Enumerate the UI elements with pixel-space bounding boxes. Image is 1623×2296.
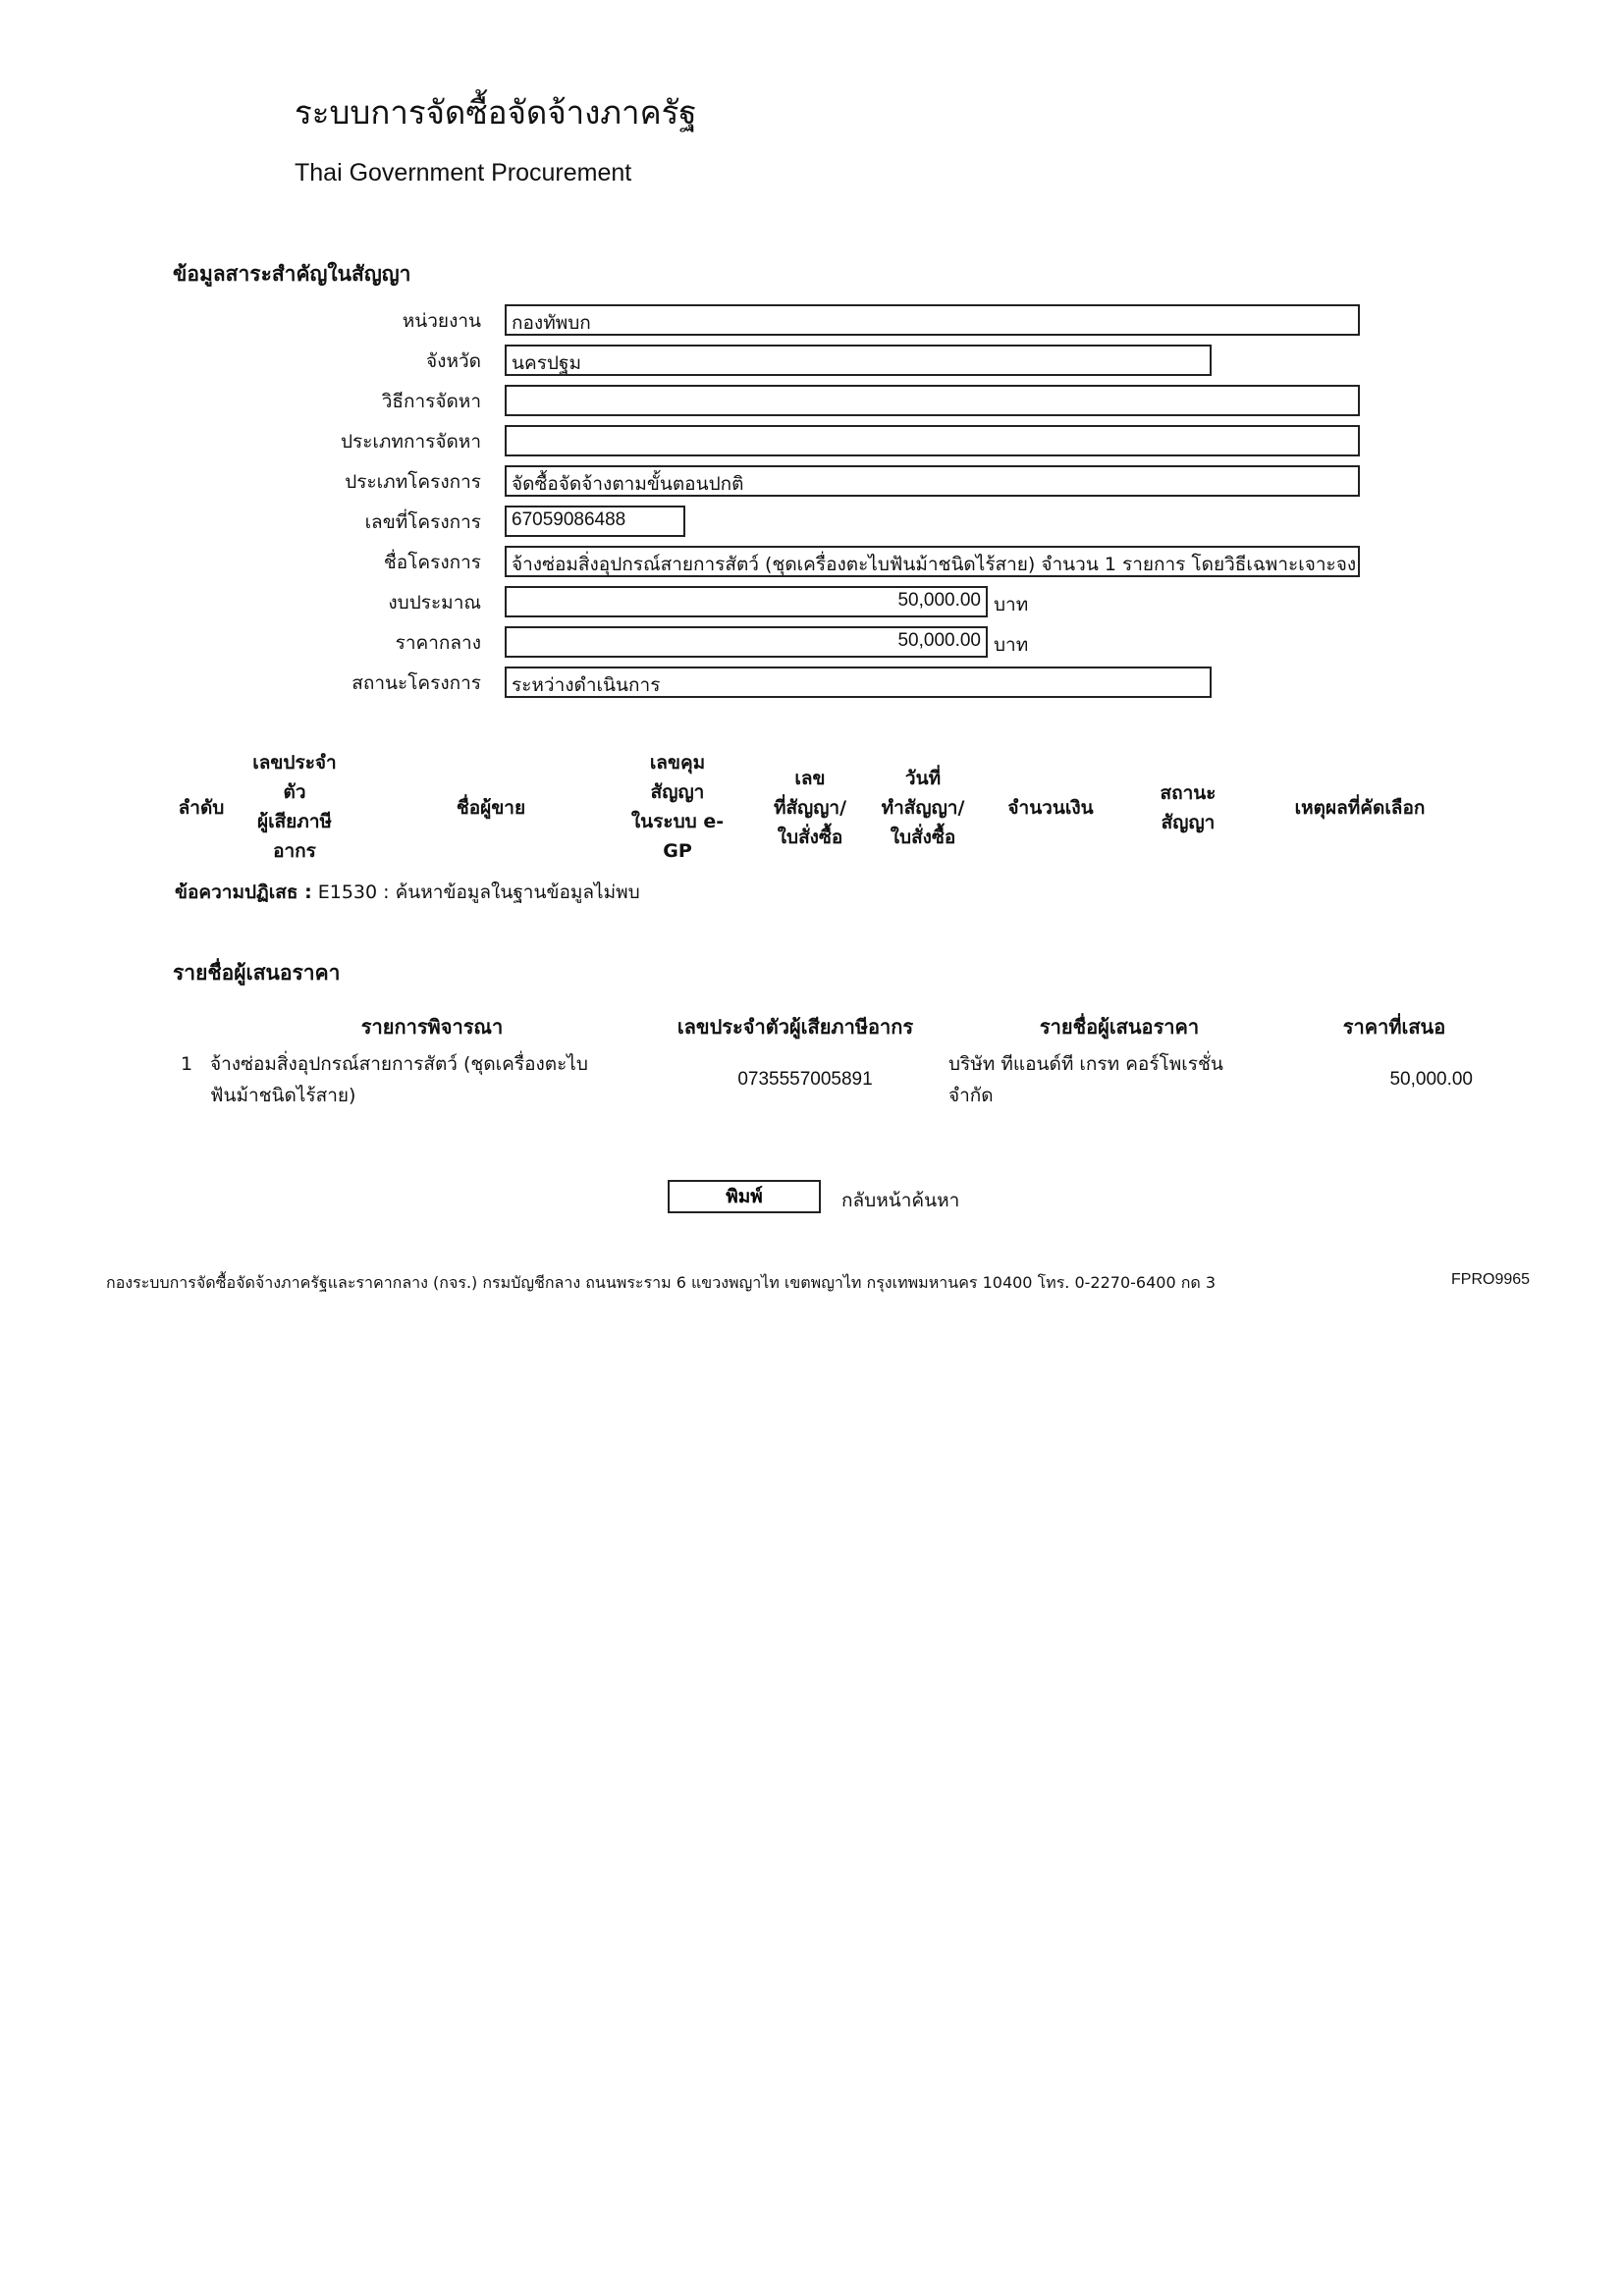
row-item-line2: ฟันม้าชนิดไร้สาย) <box>210 1085 356 1106</box>
th-contract-no: เลข ที่สัญญา/ ใบสั่งซื้อ <box>773 768 847 848</box>
budget-label: งบประมาณ <box>388 592 481 614</box>
budget-field: 50,000.00 <box>505 586 988 617</box>
project-no-field: 67059086488 <box>505 506 685 537</box>
contract-section-title: ข้อมูลสาระสำคัญในสัญญา <box>173 262 411 286</box>
status-field: ระหว่างดำเนินการ <box>505 667 1212 698</box>
agency-label: หน่วยงาน <box>402 310 481 332</box>
bidders-th-item: รายการพิจารณา <box>360 1015 504 1039</box>
bidders-th-tax-id: เลขประจำตัวผู้เสียภาษีอากร <box>676 1015 914 1039</box>
row-item <box>210 1048 622 1111</box>
bidders-th-bidder: รายชื่อผู้เสนอราคา <box>1039 1015 1200 1039</box>
th-tax-id: เลขประจำ ตัว ผู้เสียภาษี อากร <box>252 752 337 862</box>
province-label: จังหวัด <box>426 350 481 372</box>
project-name-label: ชื่อโครงการ <box>383 552 481 573</box>
bidders-section-title: รายชื่อผู้เสนอราคา <box>173 961 341 985</box>
row-number: 1 <box>181 1053 193 1075</box>
denial-message <box>175 878 640 907</box>
agency-field: กองทัพบก <box>505 304 1360 336</box>
project-name-field: จ้างซ่อมสิ่งอุปกรณ์สายการสัตว์ (ชุดเครื่องตะไบฟันม้าชนิดไร้สาย) จำนวน 1 รายการ โดยวิธีเฉพาะเจาะจง <box>505 546 1360 577</box>
row-bidder-line1: บริษัท ทีแอนด์ที เกรท คอร์โพเรชั่น <box>948 1053 1223 1075</box>
th-seq: ลำดับ <box>178 797 225 819</box>
system-title-thai: ระบบการจัดซื้อจัดจ้างภาครัฐ <box>295 93 697 132</box>
project-type-field: จัดซื้อจัดจ้างตามขั้นตอนปกติ <box>505 465 1360 497</box>
row-price: 50,000.00 <box>1389 1069 1473 1090</box>
footer-address: กองระบบการจัดซื้อจัดจ้างภาครัฐและราคากลาง (กจร.) กรมบัญชีกลาง ถนนพระราม 6 แขวงพญาไท เขตพญาไท กรุงเทพมหานคร 10400 โทร. 0-2270-6400 กด 3 <box>106 1273 1217 1292</box>
median-price-unit: บาท <box>994 634 1029 656</box>
th-seller: ชื่อผู้ขาย <box>456 797 526 819</box>
system-title-english: Thai Government Procurement <box>295 159 632 187</box>
procurement-type-field <box>505 425 1360 456</box>
median-price-label: ราคากลาง <box>395 632 481 654</box>
method-field <box>505 385 1360 416</box>
denial-label: ข้อความปฏิเสธ : <box>175 881 312 903</box>
median-price-field: 50,000.00 <box>505 626 988 658</box>
method-label: วิธีการจัดหา <box>381 391 481 412</box>
table-row <box>177 1048 1492 1119</box>
status-label: สถานะโครงการ <box>352 672 481 694</box>
print-button[interactable]: พิมพ์ <box>668 1180 821 1213</box>
row-bidder <box>948 1048 1282 1111</box>
row-bidder-line2: จำกัด <box>948 1085 994 1106</box>
th-status: สถานะ สัญญา <box>1160 782 1217 833</box>
budget-unit: บาท <box>994 594 1029 615</box>
project-no-label: เลขที่โครงการ <box>364 511 481 533</box>
footer-code: FPRO9965 <box>1451 1271 1531 1288</box>
th-amount: จำนวนเงิน <box>1007 797 1094 819</box>
denial-text: E1530 : ค้นหาข้อมูลในฐานข้อมูลไม่พบ <box>317 881 640 903</box>
bidders-th-price: ราคาที่เสนอ <box>1342 1015 1446 1039</box>
procurement-type-label: ประเภทการจัดหา <box>340 431 481 453</box>
th-date: วันที่ ทำสัญญา/ ใบสั่งซื้อ <box>881 768 965 848</box>
th-reason: เหตุผลที่คัดเลือก <box>1294 797 1426 819</box>
row-tax-id: 0735557005891 <box>737 1069 873 1090</box>
th-control-no: เลขคุม สัญญา ในระบบ e- GP <box>630 752 725 862</box>
province-field: นครปฐม <box>505 345 1212 376</box>
back-to-search-link[interactable]: กลับหน้าค้นหา <box>841 1190 960 1211</box>
row-item-line1: จ้างซ่อมสิ่งอุปกรณ์สายการสัตว์ (ชุดเครื่องตะไบ <box>210 1053 588 1075</box>
project-type-label: ประเภทโครงการ <box>345 471 481 493</box>
